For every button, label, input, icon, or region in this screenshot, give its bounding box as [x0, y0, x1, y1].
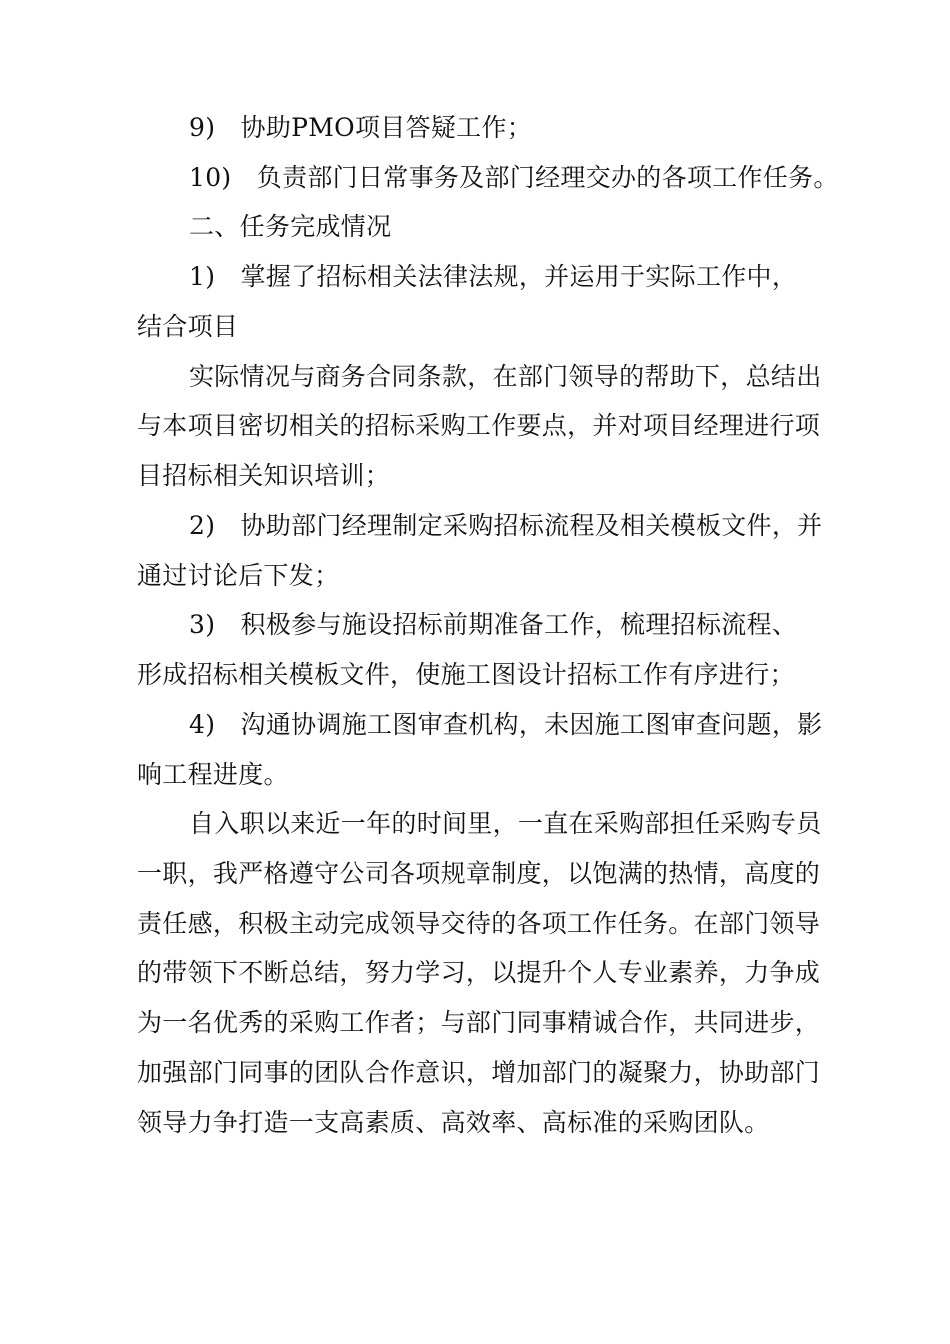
paragraph-line: 的带领下不断总结，努力学习，以提升个人专业素养，力争成	[137, 958, 821, 987]
paragraph-line: 责任感，积极主动完成领导交待的各项工作任务。在部门领导	[137, 909, 821, 938]
list-item-4: 4) 沟通协调施工图审查机构，未因施工图审查问题，影	[189, 710, 823, 739]
list-item-4-continuation: 响工程进度。	[137, 760, 289, 789]
list-item-2: 2) 协助部门经理制定采购招标流程及相关模板文件，并	[189, 511, 823, 540]
list-item-10: 10) 负责部门日常事务及部门经理交办的各项工作任务。	[189, 163, 839, 192]
section-heading: 二、任务完成情况	[189, 212, 392, 241]
paragraph-line: 为一名优秀的采购工作者；与部门同事精诚合作，共同进步，	[137, 1008, 821, 1037]
list-item-1-continuation: 结合项目	[137, 312, 239, 341]
paragraph-line: 自入职以来近一年的时间里，一直在采购部担任采购专员	[189, 809, 822, 838]
paragraph-line: 一职，我严格遵守公司各项规章制度，以饱满的热情，高度的	[137, 859, 821, 888]
paragraph-line: 加强部门同事的团队合作意识，增加部门的凝聚力，协助部门	[137, 1058, 821, 1087]
list-item-2-continuation: 通过讨论后下发；	[137, 561, 340, 590]
list-item-3-continuation: 形成招标相关模板文件，使施工图设计招标工作有序进行；	[137, 660, 795, 689]
paragraph-line: 与本项目密切相关的招标采购工作要点，并对项目经理进行项	[137, 411, 821, 440]
paragraph-line: 实际情况与商务合同条款，在部门领导的帮助下，总结出	[189, 362, 822, 391]
list-item-3: 3) 积极参与施设招标前期准备工作，梳理招标流程、	[189, 610, 798, 639]
paragraph-line: 领导力争打造一支高素质、高效率、高标准的采购团队。	[137, 1108, 770, 1137]
paragraph-line: 目招标相关知识培训；	[137, 461, 391, 490]
list-item-1: 1) 掌握了招标相关法律法规，并运用于实际工作中，	[189, 262, 798, 291]
list-item-9: 9) 协助PMO项目答疑工作；	[189, 113, 533, 142]
